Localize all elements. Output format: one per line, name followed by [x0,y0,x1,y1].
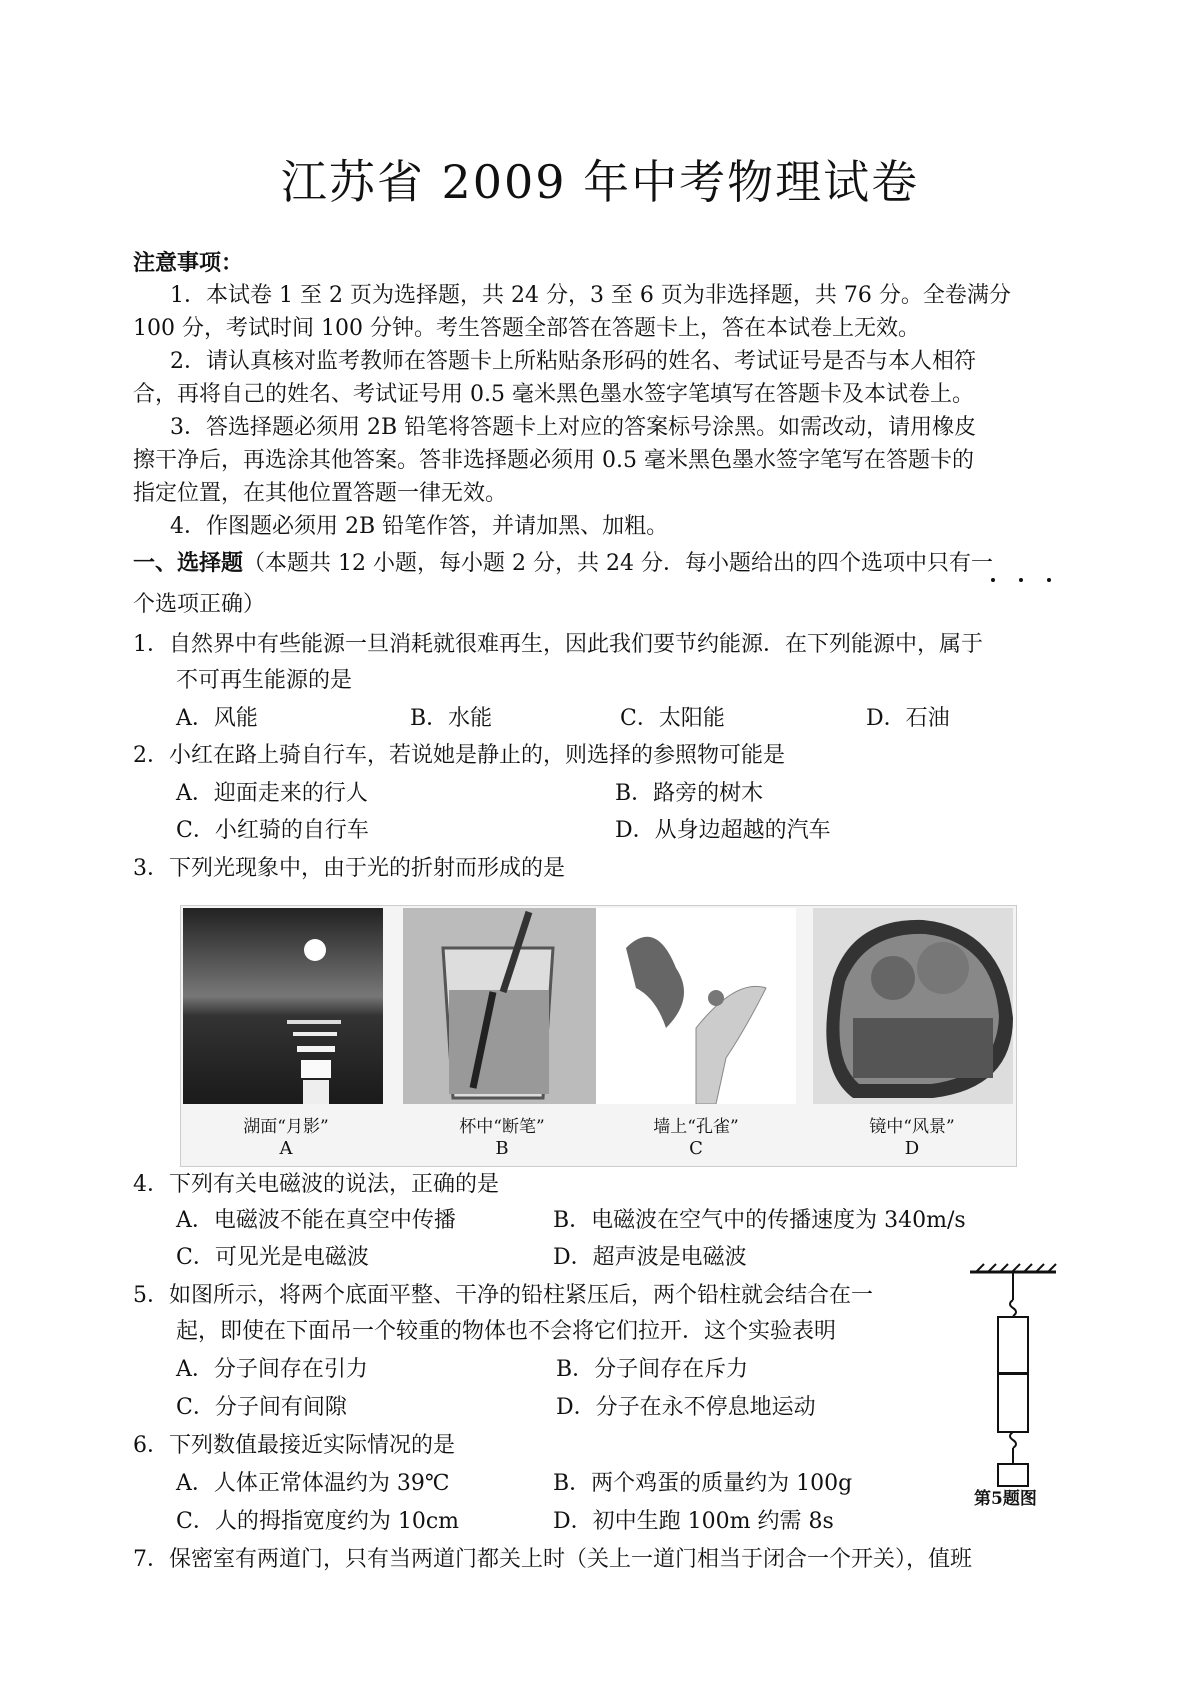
q4-option-b: B．电磁波在空气中的传播速度为 340m/s [553,1208,966,1233]
emphasis-dots [991,578,1061,586]
q1-option-b: B．水能 [410,706,493,731]
q2-option-a: A．迎面走来的行人 [176,781,368,806]
q1-stem: 1．自然界中有些能源一旦消耗就很难再生，因此我们要节约能源．在下列能源中，属于 [133,632,983,657]
notice-line: 3．答选择题必须用 2B 铅笔将答题卡上对应的答案标号涂黑。如需改动，请用橡皮 [170,415,977,440]
q1-option-d: D．石油 [866,706,950,731]
q6-option-d: D．初中生跑 100m 约需 8s [553,1509,834,1534]
lead-cylinder-diagram [968,1262,1058,1502]
q2-option-c: C．小红骑的自行车 [176,818,369,843]
figure-caption: 湖面“月影” [243,1117,329,1137]
q2-option-b: B．路旁的树木 [615,781,764,806]
q5-stem-cont: 起，即使在下面吊一个较重的物体也不会将它们拉开．这个实验表明 [176,1319,837,1344]
q7-stem: 7．保密室有两道门，只有当两道门都关上时（关上一道门相当于闭合一个开关），值班 [133,1547,972,1572]
moon-reflection-photo [183,908,383,1104]
exam-title: 江苏省 2009 年中考物理试卷 [280,155,920,209]
section-description-cont: 个选项正确） [133,592,266,617]
notice-line: 合，再将自己的姓名、考试证号用 0.5 毫米黑色墨水签字笔填写在答题卡及本试卷上。 [133,382,974,407]
figure-label: C [689,1138,703,1159]
notice-line: 4．作图题必须用 2B 铅笔作答，并请加黑、加粗。 [170,514,669,539]
q3-figure [180,905,1017,1167]
notice-line: 指定位置，在其他位置答题一律无效。 [133,481,508,506]
notice-line: 擦干净后，再选涂其他答案。答非选择题必须用 0.5 毫米黑色墨水签字笔写在答题卡的 [133,448,974,473]
car-mirror-photo [813,908,1013,1104]
figure-label: A [279,1138,293,1159]
q5-option-c: C．分子间有间隙 [176,1395,347,1420]
q3-stem: 3．下列光现象中，由于光的折射而形成的是 [133,856,565,881]
q2-option-d: D．从身边超越的汽车 [615,818,831,843]
q5-stem: 5．如图所示，将两个底面平整、干净的铅柱紧压后，两个铅柱就会结合在一 [133,1283,873,1308]
q6-option-c: C．人的拇指宽度约为 10cm [176,1509,460,1534]
q6-option-a: A．人体正常体温约为 39℃ [176,1471,450,1496]
figure-caption: 杯中“断笔” [459,1117,545,1137]
q5-option-b: B．分子间存在斥力 [556,1357,749,1382]
q4-stem: 4．下列有关电磁波的说法，正确的是 [133,1172,499,1197]
notice-line: 100 分，考试时间 100 分钟。考生答题全部答在答题卡上，答在本试卷上无效。 [133,316,920,341]
figure-caption: 墙上“孔雀” [653,1117,739,1137]
notice-line: 1．本试卷 1 至 2 页为选择题，共 24 分，3 至 6 页为非选择题，共 76 分。全卷满分 [170,283,1011,308]
section-heading-line [133,548,993,579]
q4-option-a: A．电磁波不能在真空中传播 [176,1208,456,1233]
notice-heading: 注意事项： [133,250,244,276]
figure5-caption: 第5题图 [974,1489,1037,1509]
hand-shadow-photo [596,908,796,1104]
q4-option-c: C．可见光是电磁波 [176,1245,369,1270]
notice-line: 2．请认真核对监考教师在答题卡上所粘贴条形码的姓名、考试证号是否与本人相符 [170,349,976,374]
figure-label: D [904,1138,920,1159]
q2-stem: 2．小红在路上骑自行车，若说她是静止的，则选择的参照物可能是 [133,743,785,768]
section-description: （本题共 12 小题，每小题 2 分，共 24 分．每小题给出的四个选项中只有一 [243,551,993,576]
glass-pencil-photo [403,908,603,1104]
q5-option-a: A．分子间存在引力 [176,1357,368,1382]
q1-stem-cont: 不可再生能源的是 [176,668,353,693]
q6-option-b: B．两个鸡蛋的质量约为 100g [553,1471,853,1496]
q1-option-a: A．风能 [176,706,258,731]
q4-option-d: D．超声波是电磁波 [553,1245,747,1270]
q1-option-c: C．太阳能 [620,706,725,731]
q6-stem: 6．下列数值最接近实际情况的是 [133,1433,455,1458]
q5-option-d: D．分子在永不停息地运动 [556,1395,816,1420]
figure-label: B [495,1138,509,1159]
section-heading: 一、选择题 [133,550,244,576]
figure-caption: 镜中“风景” [869,1117,955,1137]
